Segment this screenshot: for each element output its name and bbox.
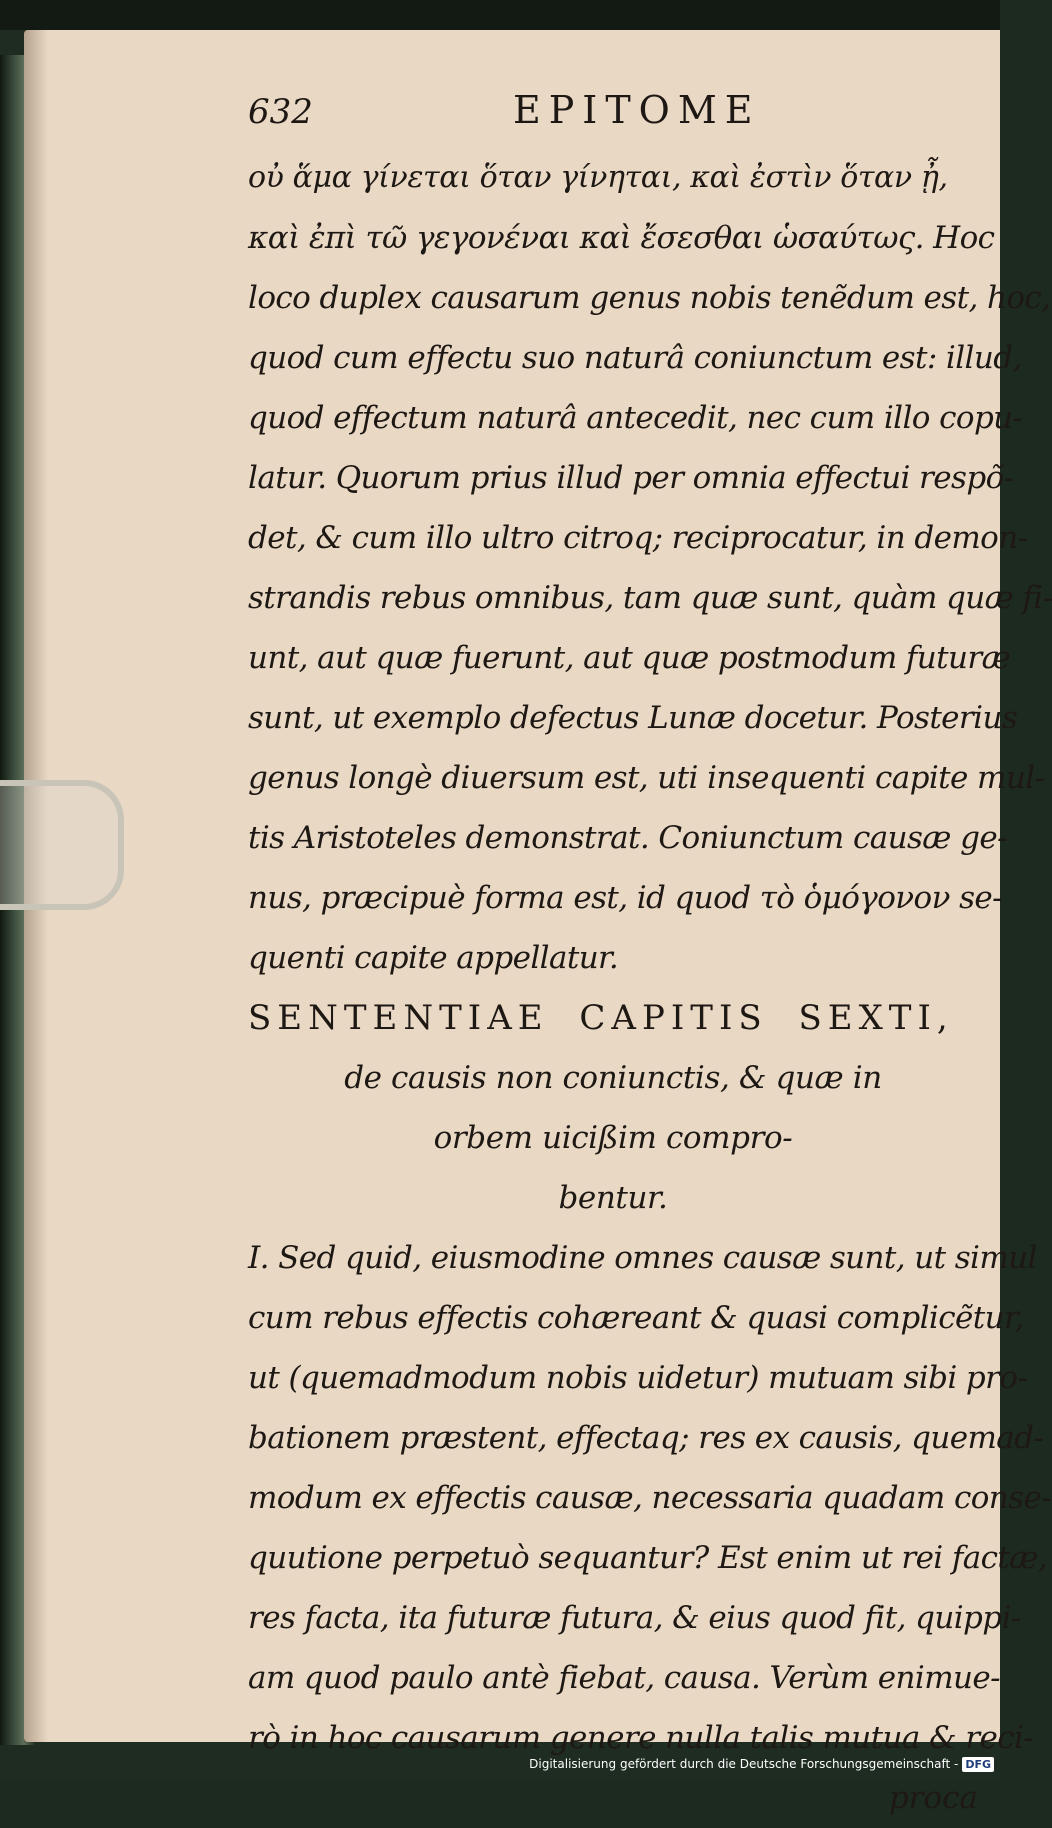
text-line: rò in hoc causarum genere nulla talis mutua & reci- <box>248 1720 1034 1756</box>
text-line: unt, aut quæ fuerunt, aut quæ postmodum futuræ <box>248 640 1011 676</box>
text-line: strandis rebus omnibus, tam quæ sunt, quàm quæ fi- <box>248 580 1052 616</box>
body-text <box>248 148 1052 988</box>
text-line: loco duplex causarum genus nobis tenẽdum est, hoc, <box>248 280 1051 316</box>
text-line: quenti capite appellatur. <box>248 940 619 976</box>
scan-top-edge <box>0 0 1000 30</box>
text-line: I. Sed quid, eiusmodine omnes causæ sunt, ut simul <box>248 1240 1037 1276</box>
footer-credit: Digitalisierung gefördert durch die Deutsche Forschungsgemeinschaft - <box>529 1757 959 1771</box>
text-line: καὶ ἐπὶ τῶ γεγονέναι καὶ ἔσεσθαι ὡσαύτως. Hoc <box>248 220 995 256</box>
dfg-logo-icon: DFG <box>962 1757 994 1772</box>
text-line: quod cum effectu suo naturâ coniunctum est: illud, <box>248 340 1022 376</box>
text-line: genus longè diuersum est, uti insequenti capite mul- <box>248 760 1045 796</box>
section-heading-block <box>248 988 978 1228</box>
section-heading: SENTENTIAE CAPITIS SEXTI, <box>248 998 954 1038</box>
section-subheading-line: orbem uicißim compro- <box>433 1120 793 1156</box>
running-head: EPITOME <box>513 88 761 132</box>
section-subheading-line: de causis non coniunctis, & quæ in <box>344 1060 882 1096</box>
text-line: quod effectum naturâ antecedit, nec cum illo copu- <box>248 400 1023 436</box>
text-line: tis Aristoteles demonstrat. Coniunctum causæ ge- <box>248 820 1007 856</box>
digitization-footer <box>529 1753 994 1775</box>
text-line: quutione perpetuò sequantur? Est enim ut rei factæ, <box>248 1540 1048 1576</box>
catchword: proca <box>888 1780 978 1816</box>
text-line: sunt, ut exemplo defectus Lunæ docetur. Posterius <box>248 700 1018 736</box>
page-header <box>248 88 978 148</box>
text-line: οὐ ἅμα γίνεται ὅταν γίνηται, καὶ ἐστὶν ὅταν ᾖ, <box>248 160 948 195</box>
text-line: res facta, ita futuræ futura, & eius quod fit, quippi- <box>248 1600 1021 1636</box>
text-line: ut (quemadmodum nobis uidetur) mutuam sibi pro- <box>248 1360 1028 1396</box>
page-text <box>248 88 1052 1828</box>
text-line: det, & cum illo ultro citroq; reciprocatur, in demon- <box>248 520 1028 556</box>
text-line: am quod paulo antè fiebat, causa. Verùm enimue- <box>248 1660 1000 1696</box>
page-number: 632 <box>248 92 313 132</box>
text-line: cum rebus effectis cohæreant & quasi complicẽtur, <box>248 1300 1025 1336</box>
section-subheading-line: bentur. <box>558 1180 668 1216</box>
text-line: bationem præstent, effectaq; res ex causis, quemad- <box>248 1420 1044 1456</box>
text-line: latur. Quorum prius illud per omnia effectui respõ- <box>248 460 1014 496</box>
text-line: modum ex effectis causæ, necessaria quadam conse- <box>248 1480 1052 1516</box>
page-clip <box>0 780 124 910</box>
text-line: nus, præcipuè forma est, id quod τὸ ὁμόγονον se- <box>248 880 1002 916</box>
